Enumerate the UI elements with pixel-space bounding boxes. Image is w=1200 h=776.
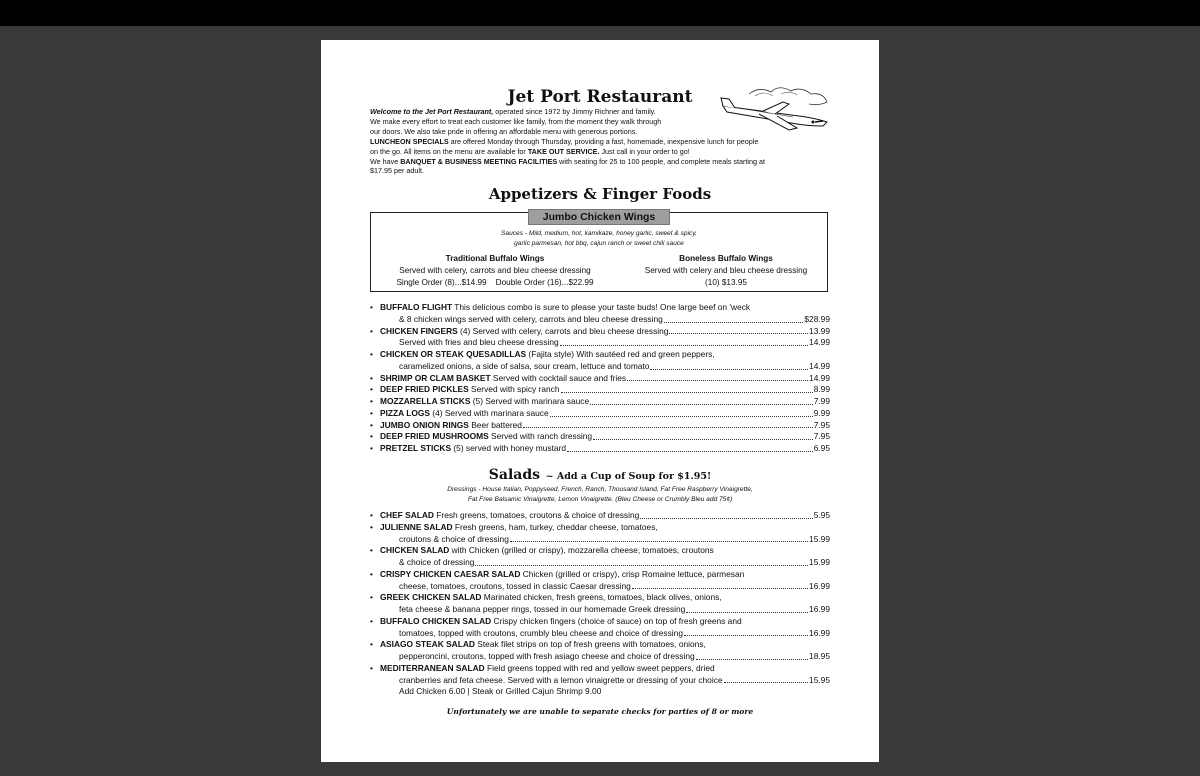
item-price: 15.99 [809,533,830,544]
item-price: 18.95 [809,651,830,661]
item-desc: Field greens topped with red and yellow sweet peppers, dried [484,662,715,673]
item-cont2: Add Chicken 6.00 | Steak or Grilled Cajun Shrimp 9.00 [399,686,602,697]
bullet: • [370,372,373,383]
dot-leader [684,628,808,637]
item-name: MOZZARELLA STICKS [380,396,471,406]
bullet: • [370,639,373,650]
dot-leader [632,581,808,590]
item-text [380,373,626,385]
bullet: • [370,443,373,453]
dot-leader [561,384,813,393]
bullet: • [370,521,373,532]
item-line [380,616,830,628]
appetizers-heading: Appetizers & Finger Foods [488,185,712,203]
salads-heading: Salads [488,467,541,483]
intro-line2: We make every effort to treat each customer like family, from the moment they walk through [370,116,662,126]
item-cont: & choice of dressing [399,557,475,567]
bullet: • [370,510,373,520]
item-cont: & 8 chicken wings served with celery, carrots and bleu cheese dressing [399,313,663,324]
dressings-line1: Dressings - House Italian, Poppyseed, French, Ranch, Thousand Island, Fat Free Raspberry Vinaigrette, [447,486,753,493]
item-price: 16.99 [809,627,830,638]
list-item [370,545,830,557]
item-price: 13.99 [809,325,830,336]
intro-line5-start: on the go. All items on the menu are available for [370,146,528,156]
item-desc: Crispy chicken fingers (choice of sauce) on top of fresh greens and [491,615,742,626]
item-text [380,408,549,420]
item-desc: (Fajita style) With sautéed red and green peppers, [526,349,715,359]
item-price: 16.99 [809,580,830,591]
item-line [380,396,830,408]
list-item-continued [370,651,830,663]
boneless-desc: Served with celery and bleu cheese dressing [644,266,808,276]
list-item-continued [370,337,830,349]
boneless-prices: (10) $13.95 [705,278,747,288]
item-text [380,545,714,557]
dot-leader [650,361,808,370]
item-desc: Fresh greens, tomatoes, croutons & choice of dressing [433,510,640,520]
item-name: PRETZEL STICKS [380,443,452,453]
list-item [370,569,830,581]
traditional-wings [380,253,610,290]
list-item [370,639,830,651]
item-name: BUFFALO CHICKEN SALAD [380,615,492,626]
item-line [380,663,830,675]
item-desc: with Chicken (grilled or crispy), mozzarella cheese, tomatoes, croutons [449,545,714,556]
traditional-desc: Served with celery, carrots and bleu cheese dressing [399,266,591,276]
list-item [370,420,830,432]
list-item [370,396,830,408]
banquet-rest: with seating for 25 to 100 people, and complete meals starting at [557,156,765,166]
dot-leader [627,373,808,382]
list-item-continued [370,604,830,616]
item-price: 9.99 [813,407,830,418]
sauces-line2: garlic parmesan, hot bbq, cajun ranch or sweet chili sauce [514,239,684,247]
dot-leader [686,604,808,613]
item-line [399,604,830,616]
bullet: • [370,325,373,336]
list-item-continued [370,628,830,640]
list-item-continued [370,675,830,687]
item-text [380,592,722,604]
item-line [399,361,830,373]
bullet: • [370,349,373,359]
item-name: SHRIMP OR CLAM BASKET [380,372,491,383]
item-line [380,443,830,455]
banquet-start: We have [370,156,401,166]
item-line [380,569,830,581]
list-item [370,443,830,455]
item-cont: cheese, tomatoes, croutons, tossed in classic Caesar dressing [399,580,631,591]
list-item [370,522,830,534]
item-line [380,592,830,604]
item-line [399,557,830,569]
item-price: 7.95 [813,431,830,442]
appetizer-list [370,302,830,455]
item-line [399,534,830,546]
item-name: BUFFALO FLIGHT [380,302,453,312]
wings-title: Jumbo Chicken Wings [528,209,670,225]
list-item [370,592,830,604]
list-item [370,510,830,522]
bullet: • [370,568,373,579]
list-item-continued [370,361,830,373]
item-desc: (4) Served with marinara sauce [429,407,549,418]
item-name: CHICKEN SALAD [380,545,450,556]
bullet: • [370,384,373,395]
dot-leader [669,326,808,335]
intro-line7: $17.95 per adult. [370,166,424,176]
bullet: • [370,545,373,556]
item-text [380,326,668,338]
intro-text [370,107,765,176]
item-desc: Marinated chicken, fresh greens, tomatoes, black olives, onions, [481,592,722,603]
item-desc: Steak filet strips on top of fresh greens with tomatoes, onions, [474,639,706,650]
bullet: • [370,302,373,312]
dot-leader [724,675,808,684]
item-line [380,408,830,420]
item-text [380,302,750,314]
item-line [399,314,830,326]
bullet: • [370,662,373,673]
item-name: CRISPY CHICKEN CAESAR SALAD [380,568,521,579]
item-name: GREEK CHICKEN SALAD [380,592,482,603]
item-price: 14.99 [809,360,830,371]
list-item [370,616,830,628]
item-line [380,522,830,534]
item-desc: Served with ranch dressing [488,431,593,442]
item-name: DEEP FRIED MUSHROOMS [380,431,489,442]
dot-leader [590,396,813,405]
welcome-rest: operated since 1972 by Jimmy Richner and family. [493,107,656,116]
item-text [380,663,715,675]
bullet: • [370,431,373,442]
footer-note: Unfortunately we are unable to separate checks for parties of 8 or more [446,707,754,716]
item-cont: caramelized onions, a side of salsa, sour cream, lettuce and tomato [399,360,650,371]
item-text [380,431,592,443]
bullet: • [370,407,373,418]
dressings-text [321,485,879,504]
boneless-heading: Boneless Buffalo Wings [679,254,773,263]
dot-leader [593,431,813,440]
item-price: 15.95 [809,674,830,685]
list-item [370,302,830,314]
intro-line5-end: Just call in your order to go! [599,146,690,156]
list-item [370,384,830,396]
viewer-toolbar [0,0,1200,26]
item-line [380,431,830,443]
item-cont: cranberries and feta cheese. Served with a lemon vinaigrette or dressing of your choice [399,674,723,685]
dot-leader [567,443,813,452]
dot-leader [640,510,812,519]
item-price: 14.99 [809,337,830,348]
list-item-continued [370,686,830,698]
dot-leader [560,337,808,346]
dot-leader [696,651,808,660]
list-item [370,408,830,420]
bullet: • [370,396,373,406]
list-item [370,663,830,675]
item-name: JULIENNE SALAD [380,521,453,532]
item-text [380,616,742,628]
item-name: CHEF SALAD [380,510,434,520]
item-price: 14.99 [809,372,830,383]
traditional-prices: Single Order (8)...$14.99 Double Order (16)...$22.99 [396,278,594,288]
item-line [380,510,830,522]
item-text [380,443,566,455]
item-name: PIZZA LOGS [380,407,430,418]
list-item [370,326,830,338]
item-cont: Served with fries and bleu cheese dressing [399,337,559,348]
item-name: CHICKEN OR STEAK QUESADILLAS [380,349,527,359]
dot-leader [523,420,813,429]
item-desc: Served with cocktail sauce and fries [490,372,627,383]
item-desc: Beer battered [468,419,522,430]
sauces-line1: Sauces - Mild, medium, hot, kamikaze, honey garlic, sweet & spicy, [501,230,697,237]
list-item [370,373,830,385]
item-text [380,349,715,361]
bullet: • [370,592,373,603]
takeout-bold: TAKE OUT SERVICE. [527,146,600,156]
item-text [380,522,658,534]
item-desc: (5) Served with marinara sauce [470,396,590,406]
item-line [399,581,830,593]
item-line [380,349,830,361]
banquet-bold: BANQUET & BUSINESS MEETING FACILITIES [400,156,558,166]
item-name: CHICKEN FINGERS [380,325,458,336]
salads-heading-row [321,464,879,483]
item-text [380,384,560,396]
item-price: 6.95 [813,443,830,453]
item-desc: (4) Served with celery, carrots and bleu cheese dressing [457,325,669,336]
item-name: ASIAGO STEAK SALAD [380,639,475,650]
wings-box [370,212,828,292]
item-text [380,396,589,408]
item-cont: pepperoncini, croutons, topped with fresh asiago cheese and choice of dressing [399,651,695,661]
item-price: 7.95 [813,419,830,430]
item-cont: croutons & choice of dressing [399,533,509,544]
item-line [380,302,830,314]
item-price: 16.99 [809,604,830,614]
item-price: 7.99 [813,396,830,406]
menu-page [321,40,879,762]
item-line [399,628,830,640]
item-desc: Served with spicy ranch [468,384,560,395]
list-item-continued [370,581,830,593]
item-line [380,639,830,651]
welcome-bold: Welcome to the Jet Port Restaurant, [370,107,494,116]
item-text [380,420,522,432]
item-text [380,510,639,522]
item-text [380,639,706,651]
item-desc: Fresh greens, ham, turkey, cheddar cheese, tomatoes, [452,521,658,532]
luncheon-rest: are offered Monday through Thursday, providing a fast, homemade, inexpensive lunch for people [448,136,759,146]
item-price: 15.99 [809,557,830,567]
wings-sauces [371,229,827,248]
item-line [399,337,830,349]
bullet: • [370,615,373,626]
item-line [380,420,830,432]
item-line [399,675,830,687]
dot-leader [475,557,808,566]
item-text [380,569,744,581]
list-item-continued [370,557,830,569]
item-line [380,545,830,557]
salad-list [370,510,830,698]
item-desc: Chicken (grilled or crispy), crisp Romaine lettuce, parmesan [520,568,745,579]
item-name: JUMBO ONION RINGS [380,419,469,430]
intro-line3: our doors. We also take pride in offering an affordable menu with generous portions. [370,126,638,136]
list-item [370,431,830,443]
dot-leader [550,408,813,417]
salads-tagline: ~ Add a Cup of Soup for $1.95! [545,471,712,482]
bullet: • [370,419,373,430]
dressings-line2: Fat Free Balsamic Vinaigrette, Lemon Vinaigrette. (Bleu Cheese or Crumbly Bleu add 75¢) [467,495,733,503]
item-cont: tomatoes, topped with croutons, crumbly bleu cheese and choice of dressing [399,627,683,638]
item-price: 8.99 [813,384,830,395]
item-name: DEEP FRIED PICKLES [380,384,469,395]
item-cont: feta cheese & banana pepper rings, tossed in our homemade Greek dressing [399,604,686,614]
restaurant-title: Jet Port Restaurant [507,87,693,107]
item-line [399,686,830,698]
item-line [380,326,830,338]
boneless-wings [621,253,831,290]
dot-leader [510,534,808,543]
list-item [370,349,830,361]
dot-leader [664,314,804,323]
list-item-continued [370,314,830,326]
item-price: $28.99 [804,313,830,324]
item-desc: This delicious combo is sure to please your taste buds! One large beef on 'weck [452,302,751,312]
item-line [399,651,830,663]
item-line [380,384,830,396]
item-name: MEDITERRANEAN SALAD [380,662,485,673]
item-line [380,373,830,385]
item-price: 5.95 [813,510,830,520]
list-item-continued [370,534,830,546]
item-desc: (5) served with honey mustard [451,443,567,453]
luncheon-bold: LUNCHEON SPECIALS [370,136,449,146]
traditional-heading: Traditional Buffalo Wings [445,254,545,263]
